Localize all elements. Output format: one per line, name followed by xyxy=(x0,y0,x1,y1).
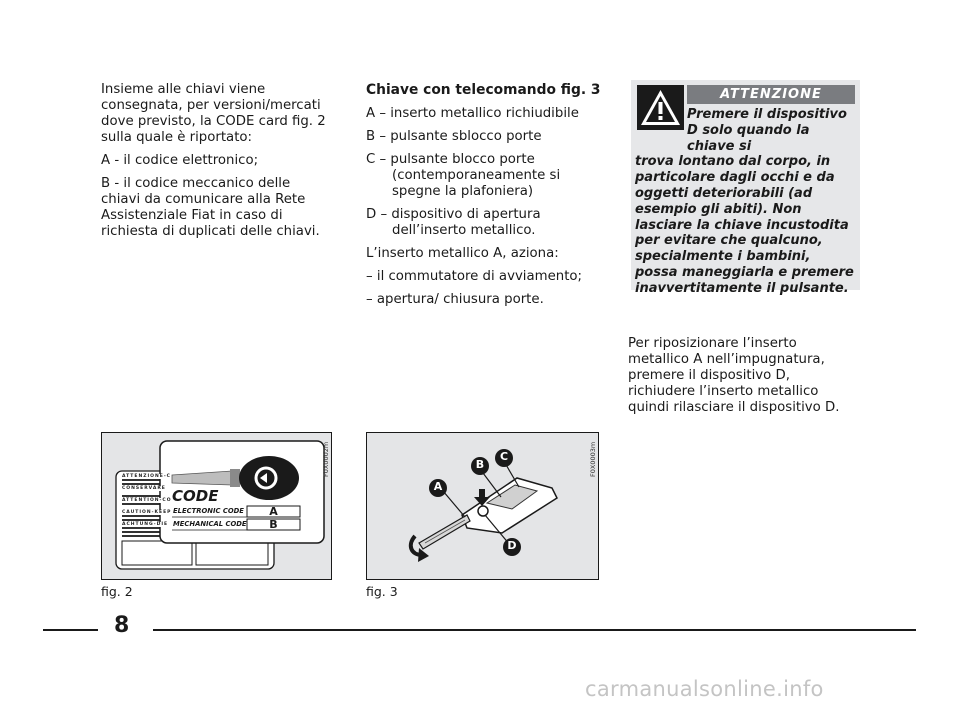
intro-column xyxy=(101,82,331,247)
card-back-text-line: CAUTION-KEEP xyxy=(122,510,172,515)
figure-code-card xyxy=(101,432,332,580)
reposition-text: Per riposizionare l’inserto metallico A nell’impugnatura, premere il dispositivo D, richiudere l’inserto metallico quindi rilasciare il dispositivo D. xyxy=(628,336,840,415)
card-back-text-line: ATTENTION-CO xyxy=(122,498,172,503)
card-title: CODE xyxy=(172,487,219,505)
insert-usage-intro: L’inserto metallico A, aziona: xyxy=(366,246,559,261)
key-label-b: B xyxy=(475,458,485,471)
electronic-code-label: ELECTRONIC CODE xyxy=(173,507,244,515)
key-part-item-c: C – pulsante blocco porte (contemporaneamente si spegne la plafoniera) xyxy=(366,152,561,199)
card-back-text-line: ACHTUNG-DIE xyxy=(122,522,169,527)
mechanical-code-box: B xyxy=(269,518,278,531)
electronic-code-box: A xyxy=(269,505,278,518)
mechanical-code-label: MECHANICAL CODE xyxy=(173,520,247,528)
key-label-c: C xyxy=(499,450,509,463)
warning-box xyxy=(631,80,860,296)
figure-3-caption: fig. 3 xyxy=(366,584,398,599)
figure-code: F0X0002m xyxy=(322,441,330,477)
code-card-item-a: A - il codice elettronico; xyxy=(101,153,259,168)
remote-key-illustration xyxy=(367,433,598,579)
page-number: 8 xyxy=(114,613,130,638)
warning-text xyxy=(635,107,857,297)
code-card-item-b: B - il codice meccanico delle chiavi da comunicare alla Rete Assistenziale Fiat in caso di richiesta di duplicati delle chiavi. xyxy=(101,176,320,239)
figure-2-caption: fig. 2 xyxy=(101,584,133,599)
remote-key-column xyxy=(366,82,606,315)
figure-code: F0X0003m xyxy=(589,441,597,477)
remote-key-title: Chiave con telecomando fig. 3 xyxy=(366,82,601,98)
key-part-item-a: A – inserto metallico richiudibile xyxy=(366,106,579,121)
footer-rule-right xyxy=(153,629,916,631)
reposition-column xyxy=(628,336,858,423)
insert-usage-item-ignition: – il commutatore di avviamento; xyxy=(366,269,583,284)
key-label-d: D xyxy=(507,539,517,552)
insert-usage-item-doors: – apertura/ chiusura porte. xyxy=(366,292,544,307)
watermark: carmanualsonline.info xyxy=(585,677,824,701)
warning-text-rest: trova lontano dal corpo, in particolare dagli occhi e da oggetti deteriorabili (ad esempio gli abiti). Non lasciare la chiave incustodita per evitare che qualcuno, specialmente i bambini, possa maneggiarla e premere inavvertitamente il pulsante. xyxy=(635,154,854,296)
card-back-text-line: CONSERVARE xyxy=(122,486,166,491)
key-label-a: A xyxy=(433,480,443,493)
code-card-intro: Insieme alle chiavi viene consegnata, per versioni/mercati dove previsto, la CODE card fig. 2 sulla quale è riportato: xyxy=(101,82,326,145)
footer-rule-left xyxy=(43,629,98,631)
warning-heading: ATTENZIONE xyxy=(687,85,855,104)
figure-remote-key xyxy=(366,432,599,580)
card-back-text-line: ATTENZIONE-C xyxy=(122,474,171,479)
key-part-item-d: D – dispositivo di apertura dell’inserto metallico. xyxy=(366,207,541,238)
key-part-item-b: B – pulsante sblocco porte xyxy=(366,129,542,144)
warning-text-first: Premere il dispositivo D solo quando la chiave si xyxy=(687,107,847,154)
